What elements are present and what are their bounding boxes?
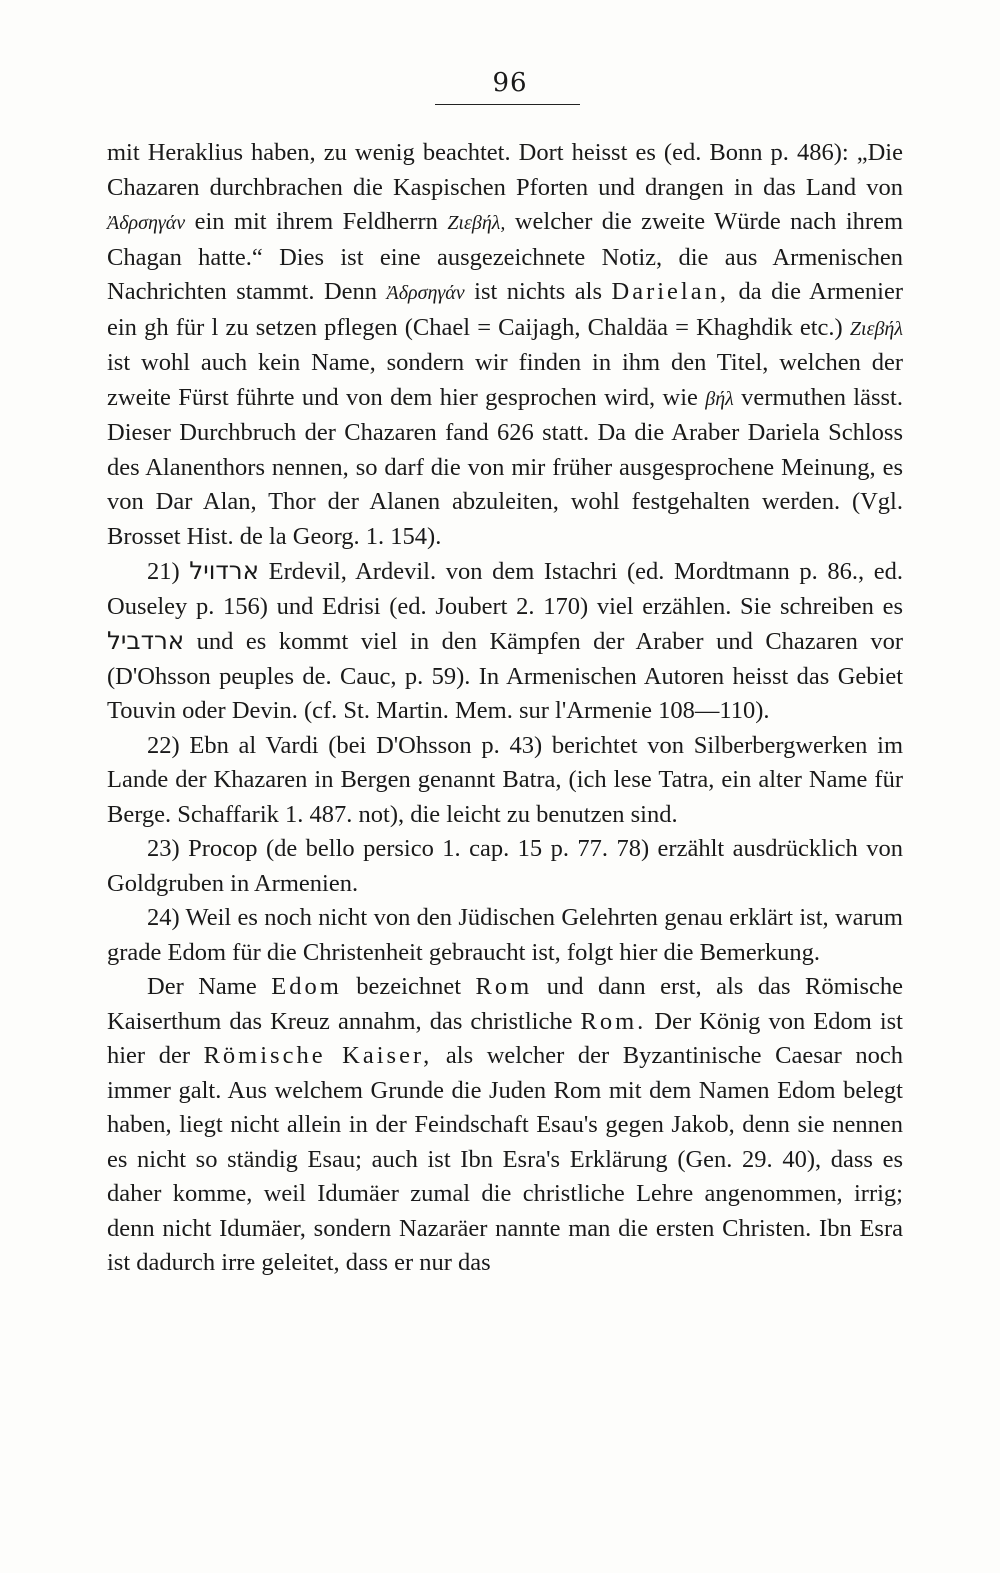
text-segment: ein mit ihrem Feldherrn — [185, 208, 448, 235]
header-rule — [435, 104, 580, 105]
greek-term: βήλ — [705, 387, 734, 410]
note-22 — [107, 729, 903, 833]
text-segment: Der König von Edom ist hier der — [107, 1007, 903, 1069]
text-segment: vermuthen lässt. Dieser Durchbruch der Chazaren fand 626 statt. Da die Araber Dariela Schloss des Alanenthors nennen, so darf die von mir früher ausgesprochene Meinung, es von Dar Alan, Thor der Alanen abzuleiten, wohl festgehalten werden. (Vgl. Brosset Hist. de la Georg. 1. 154). — [107, 383, 903, 550]
greek-term: Ἀδρσηγάν — [386, 282, 465, 304]
text-segment: 24) Weil es noch nicht von den Jüdischen Gelehrten genau erklärt ist, warum grade Edom für die Christenheit gebraucht ist, folgt hier die Bemerkung. — [107, 904, 903, 966]
spaced-term: Rom. — [580, 1007, 647, 1035]
greek-term: Ζιεβήλ — [849, 317, 903, 340]
note-21 — [107, 554, 903, 729]
greek-term: Ζιεβήλ, — [447, 212, 506, 234]
text-segment: ist nichts als — [464, 278, 612, 305]
text-segment: Der Name — [147, 973, 272, 1000]
text-segment: und dann erst, als das Römische Kaiserthum das Kreuz annahm, das christliche — [107, 973, 903, 1035]
hebrew-term: ארדביל — [107, 626, 185, 655]
page-text-body — [107, 136, 903, 1281]
text-segment: welcher die zweite Würde nach ihrem Chagan hatte.“ Dies ist eine ausgezeichnete Notiz, die aus Armenischen Nachrichten stammt. Denn — [107, 208, 903, 305]
text-segment: bezeichnet — [341, 973, 476, 1000]
text-segment: 22) Ebn al Vardi (bei D'Ohsson p. 43) berichtet von Silberbergwerken im Lande der Khazaren in Bergen genannt Batra, (ich lese Tatra, ein alter Name für Berge. Schaffarik 1. 487. not), die leicht zu benutzen sind. — [107, 731, 903, 828]
text-segment: ist wohl auch kein Name, sondern wir finden in ihm den Titel, welchen der zweite Fürst führte und von dem hier gesprochen wird, wie — [107, 349, 903, 411]
hebrew-term: ארדויל — [189, 556, 259, 585]
note-24 — [107, 901, 903, 970]
text-segment: 23) Procop (de bello persico 1. cap. 15 p. 77. 78) erzählt ausdrücklich von Goldgruben in Armenien. — [107, 835, 903, 897]
note-number: 21) — [147, 558, 190, 585]
spaced-term: Edom — [271, 973, 342, 1000]
text-segment: da die Armenier ein gh für l zu setzen pflegen (Chael = Caijagh, Chaldäa = Khaghdik etc.) — [107, 278, 904, 341]
greek-term: Ἀδρσηγάν — [107, 212, 186, 234]
paragraph-continuation — [107, 136, 903, 554]
page-number: 96 — [492, 68, 528, 98]
text-segment: mit Heraklius haben, zu wenig beachtet. Dort heisst es (ed. Bonn p. 486): „Die Chazaren durchbrachen die Kaspischen Pforten und drangen in das Land von — [107, 139, 903, 201]
spaced-term: Römische Kaiser, — [203, 1042, 433, 1069]
text-segment: als welcher der Byzantinische Caesar noch immer galt. Aus welchem Grunde die Juden Rom mit dem Namen Edom belegt haben, liegt nicht allein in der Feindschaft Esau's gegen Jakob, denn sie nennen es nicht so ständig Esau; auch ist Ibn Esra's Erklärung (Gen. 29. 40), dass es daher komme, weil Idumäer zumal die christliche Lehre angenommen, irrig; denn nicht Idumäer, sondern Nazaräer nannte man die ersten Christen. Ibn Esra ist dadurch irre geleitet, dass er nur das — [107, 1042, 904, 1276]
text-segment: und es kommt viel in den Kämpfen der Araber und Chazaren vor (D'Ohsson peuples de. Cauc, p. 59). In Armenischen Autoren heisst das Gebiet Touvin oder Devin. (cf. St. Martin. Mem. sur l'Armenie 108—110). — [107, 628, 903, 724]
paragraph-edom — [107, 970, 903, 1281]
text-segment: Erdevil, Ardevil. von dem Istachri (ed. Mordtmann p. 86., ed. Ouseley p. 156) und Edrisi (ed. Joubert 2. 170) viel erzählen. Sie schreiben es — [107, 558, 903, 620]
note-23 — [107, 832, 903, 901]
spaced-term: Darielan, — [611, 278, 729, 305]
spaced-term: Rom — [475, 973, 533, 1000]
